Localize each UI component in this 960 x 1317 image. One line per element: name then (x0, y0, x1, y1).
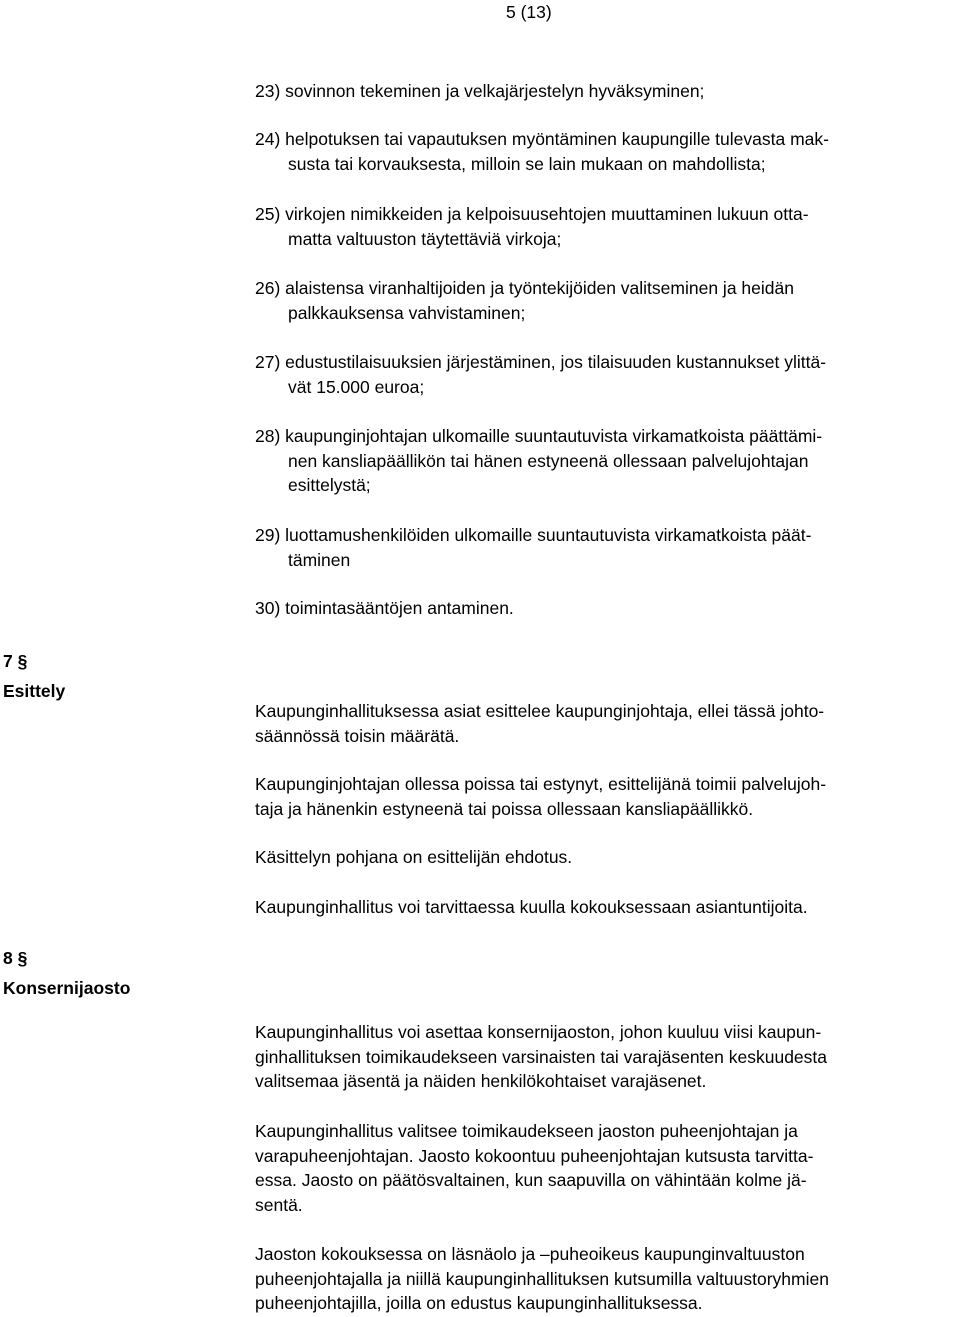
paragraph-line: Kaupunginhallituksessa asiat esittelee kaupunginjohtaja, ellei tässä johto- (255, 701, 825, 721)
list-text: helpotuksen tai vapautuksen myöntäminen kaupungille tulevasta mak- (285, 129, 829, 149)
list-item-29 (255, 523, 960, 572)
list-text-cont: esittelystä; (288, 475, 371, 495)
paragraph-line: varapuheenjohtajan. Jaosto kokoontuu puheenjohtajan kutsusta tarvitta- (255, 1145, 814, 1166)
section-8-paragraph-3 (255, 1242, 955, 1316)
list-text: virkojen nimikkeiden ja kelpoisuusehtojen muuttaminen lukuun otta- (285, 204, 809, 224)
list-text-cont: susta tai korvauksesta, milloin se lain mukaan on mahdollista; (288, 153, 766, 174)
section-7-paragraph-3 (255, 845, 955, 870)
list-text: kaupunginjohtajan ulkomaille suuntautuvista virkamatkoista päättämi- (285, 426, 823, 446)
list-item-28 (255, 424, 960, 498)
list-item-24 (255, 127, 960, 176)
paragraph-line: puheenjohtajilla, joilla on edustus kaupunginhallituksessa. (255, 1293, 703, 1313)
section-7-paragraph-1 (255, 699, 955, 748)
section-number: 7 (3, 651, 13, 671)
paragraph-line: Kaupunginhallitus valitsee toimikaudekseen jaoston puheenjohtajan ja (255, 1121, 798, 1141)
paragraph-line: säännössä toisin määrätä. (255, 725, 460, 746)
list-text-cont: nen kansliapäällikön tai hänen estyneenä ollessaan palvelujohtajan (288, 450, 809, 471)
paragraph-sign: § (17, 948, 28, 968)
list-item-30 (255, 596, 960, 621)
paragraph-sign: § (17, 651, 28, 671)
section-number: 8 (3, 948, 13, 968)
list-text-cont: palkkauksensa vahvistaminen; (288, 302, 526, 323)
section-7-paragraph-2 (255, 772, 955, 821)
list-item-25 (255, 202, 960, 251)
paragraph-line: Kaupunginhallitus voi tarvittaessa kuulla kokouksessaan asiantuntijoita. (255, 897, 808, 917)
section-title: Konsernijaosto (3, 978, 131, 998)
paragraph-line: puheenjohtajalla ja niillä kaupunginhallituksen kutsumilla valtuustoryhmien (255, 1268, 829, 1289)
list-text-cont: matta valtuuston täytettäviä virkoja; (288, 228, 562, 249)
list-number: 24) (255, 129, 281, 149)
list-text: edustustilaisuuksien järjestäminen, jos tilaisuuden kustannukset ylittä- (285, 352, 827, 372)
section-8-paragraph-2 (255, 1119, 955, 1217)
list-number: 29) (255, 525, 281, 545)
paragraph-line: sentä. (255, 1194, 303, 1215)
section-7-paragraph-4 (255, 895, 955, 920)
paragraph-line: Kaupunginjohtajan ollessa poissa tai estynyt, esittelijänä toimii palvelujoh- (255, 774, 827, 794)
section-8-paragraph-1 (255, 1020, 955, 1094)
page-number: 5 (13) (506, 2, 552, 22)
list-text-cont: täminen (288, 549, 351, 570)
list-item-26 (255, 276, 960, 325)
list-text: sovinnon tekeminen ja velkajärjestelyn hyväksyminen; (285, 81, 705, 101)
section-title: Esittely (3, 681, 66, 701)
list-number: 27) (255, 352, 281, 372)
list-text: alaistensa viranhaltijoiden ja työntekijöiden valitseminen ja heidän (285, 278, 794, 298)
paragraph-line: Käsittelyn pohjana on esittelijän ehdotus. (255, 847, 573, 867)
paragraph-line: valitsemaa jäsentä ja näiden henkilökohtaiset varajäsenet. (255, 1071, 707, 1091)
list-number: 28) (255, 426, 281, 446)
list-item-27 (255, 350, 960, 399)
paragraph-line: ginhallituksen toimikaudekseen varsinaisten tai varajäsenten keskuudesta (255, 1046, 828, 1067)
section-heading-8 (3, 943, 130, 1003)
list-text: luottamushenkilöiden ulkomaille suuntautuvista virkamatkoista päät- (285, 525, 812, 545)
list-text: toimintasääntöjen antaminen. (285, 598, 514, 618)
list-number: 23) (255, 81, 281, 101)
section-heading-7 (3, 646, 65, 706)
list-number: 30) (255, 598, 281, 618)
list-item-23 (255, 79, 960, 104)
paragraph-line: taja ja hänenkin estyneenä tai poissa ollessaan kansliapäällikkö. (255, 798, 754, 819)
paragraph-line: essa. Jaosto on päätösvaltainen, kun saapuvilla on vähintään kolme jä- (255, 1170, 807, 1190)
list-text-cont: vät 15.000 euroa; (288, 376, 425, 397)
list-number: 26) (255, 278, 281, 298)
paragraph-line: Jaoston kokouksessa on läsnäolo ja –puheoikeus kaupunginvaltuuston (255, 1244, 805, 1264)
list-number: 25) (255, 204, 281, 224)
paragraph-line: Kaupunginhallitus voi asettaa konsernijaoston, johon kuuluu viisi kaupun- (255, 1022, 822, 1042)
